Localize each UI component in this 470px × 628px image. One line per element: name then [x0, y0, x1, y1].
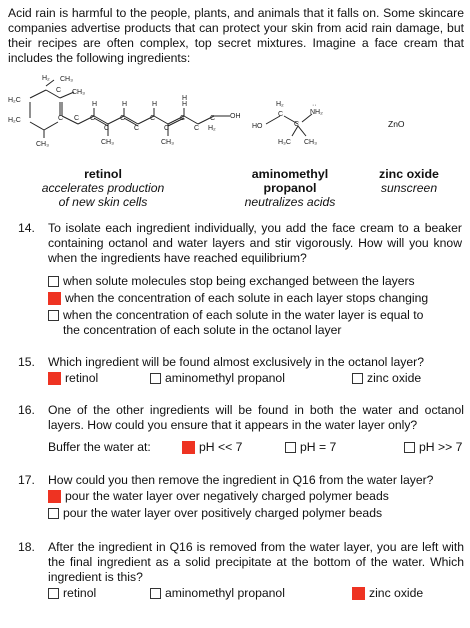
- option-q18-2[interactable]: [150, 586, 285, 601]
- option-label: zinc oxide: [367, 371, 422, 385]
- option-label-line2: the concentration of each solute in the octanol layer: [63, 323, 342, 337]
- retinol-atom-label: CH₃: [72, 89, 85, 96]
- option-label: when solute molecules stop being exchanged between the layers: [63, 274, 415, 288]
- option-label: pour the water layer over negatively charged polymer beads: [65, 489, 389, 503]
- option-label-line1: when the concentration of each solute in the water layer is equal to: [63, 308, 424, 322]
- retinol-atom-label: H: [182, 101, 188, 108]
- checkbox-q14-1[interactable]: [48, 276, 59, 287]
- molecule-name: retinol: [84, 167, 122, 181]
- question-14-text: To isolate each ingredient individually, you add the face cream to a beaker containing octanol and water layers and stir vigorously. How will you know when the ingredients have reached equilibrium?: [48, 221, 462, 265]
- retinol-atom-label: H: [92, 101, 98, 108]
- option-label: zinc oxide: [369, 586, 424, 600]
- question-14-options: [48, 274, 464, 338]
- question-number: 14.: [18, 221, 35, 235]
- option-q18-1[interactable]: [48, 586, 96, 601]
- retinol-atom-label: H: [182, 95, 188, 102]
- option-label: aminomethyl propanol: [165, 586, 285, 600]
- molecule-name: zinc oxide: [379, 167, 439, 181]
- retinol-atom-label: C: [120, 115, 126, 122]
- retinol-structure: [8, 72, 248, 162]
- retinol-atom-label: C: [180, 115, 186, 122]
- retinol-atom-label: OH: [230, 113, 241, 120]
- retinol-atom-label: C: [90, 115, 96, 122]
- option-q18-3[interactable]: [352, 586, 423, 601]
- molecule-name: propanol: [263, 181, 317, 195]
- retinol-atom-label: C: [104, 125, 110, 132]
- option-q16-1[interactable]: [182, 440, 242, 455]
- molecule-description: neutralizes acids: [244, 195, 336, 209]
- checkbox-q17-2[interactable]: [48, 508, 59, 519]
- option-label: pour the water layer over positively charged polymer beads: [63, 506, 383, 520]
- question-number: 16.: [18, 403, 35, 417]
- aminomethyl-propanol-structure: [250, 100, 340, 150]
- checkbox-q14-2-selected[interactable]: [48, 292, 61, 305]
- molecule-name: aminomethyl: [251, 167, 329, 181]
- retinol-atom-label: C: [210, 115, 216, 122]
- molecule-aminomethyl-propanol: [220, 167, 360, 209]
- question-16-prompt: Buffer the water at:: [48, 440, 151, 454]
- option-label: [63, 308, 423, 338]
- retinol-atom-label: C: [58, 115, 64, 122]
- option-label: retinol: [63, 586, 97, 600]
- option-label: pH << 7: [199, 440, 243, 454]
- zno-structure: ZnO: [388, 119, 405, 129]
- retinol-atom-label: H: [152, 101, 158, 108]
- retinol-atom-label: H₂C: [8, 117, 21, 124]
- question-number: 17.: [18, 473, 35, 487]
- question-16-text: One of the other ingredients will be found in both the water and octanol layers. How could you ensure that it appears in the water layer only?: [48, 403, 464, 432]
- option-q17-2[interactable]: [48, 506, 382, 521]
- checkbox-q15-2[interactable]: [150, 373, 161, 384]
- question-17-text: How could you then remove the ingredient in Q16 from the water layer?: [48, 473, 434, 487]
- option-q17-1[interactable]: [48, 489, 389, 504]
- amino-atom-label: HO: [252, 123, 263, 130]
- retinol-atom-label: C: [150, 115, 156, 122]
- checkbox-q15-1-selected[interactable]: [48, 372, 61, 385]
- retinol-atom-label: CH₃: [161, 139, 174, 146]
- retinol-atom-label: H₂C: [8, 97, 21, 104]
- retinol-atom-label: H₂: [42, 75, 50, 82]
- option-q14-2[interactable]: [48, 291, 464, 306]
- amino-atom-label: H₃C: [278, 139, 291, 146]
- amino-atom-label: C: [278, 111, 284, 118]
- option-label: retinol: [65, 371, 99, 385]
- question-number: 18.: [18, 540, 35, 554]
- option-q15-2[interactable]: [150, 371, 285, 386]
- amino-atom-label: NH₂: [310, 109, 323, 116]
- molecule-description: sunscreen: [380, 181, 438, 195]
- checkbox-q17-1-selected[interactable]: [48, 490, 61, 503]
- checkbox-q18-2[interactable]: [150, 588, 161, 599]
- retinol-atom-label: CH₃: [60, 76, 73, 83]
- retinol-atom-label: H₂: [208, 125, 216, 132]
- question-15-text: Which ingredient will be found almost exclusively in the octanol layer?: [48, 355, 424, 369]
- retinol-atom-label: C: [164, 125, 170, 132]
- retinol-atom-label: CH₃: [36, 141, 49, 148]
- option-q15-3[interactable]: [352, 371, 421, 386]
- checkbox-q18-3-selected[interactable]: [352, 587, 365, 600]
- retinol-atom-label: C: [194, 125, 200, 132]
- retinol-atom-label: C: [56, 87, 62, 94]
- molecule-retinol: [28, 167, 178, 209]
- checkbox-q16-3[interactable]: [404, 442, 415, 453]
- amino-atom-label: CH₃: [304, 139, 317, 146]
- retinol-atom-label: C: [74, 115, 80, 122]
- checkbox-q15-3[interactable]: [352, 373, 363, 384]
- option-q16-2[interactable]: [285, 440, 336, 455]
- option-label: pH = 7: [300, 440, 337, 454]
- checkbox-q14-3[interactable]: [48, 310, 59, 321]
- checkbox-q16-2[interactable]: [285, 442, 296, 453]
- option-label: pH >> 7: [419, 440, 463, 454]
- amino-lone-pair: ··: [312, 102, 317, 109]
- intro-paragraph: Acid rain is harmful to the people, plants, and animals that it falls on. Some skincare companies advertise products that can protect your skin from acid rain damage, but their recipes are often complex, top secret mixtures. Imagine a face cream that includes the following ingredients:: [8, 6, 464, 65]
- option-q16-3[interactable]: [404, 440, 462, 455]
- molecule-zinc-oxide: [364, 167, 454, 195]
- option-q15-1[interactable]: [48, 371, 98, 386]
- question-number: 15.: [18, 355, 35, 369]
- option-q14-1[interactable]: [48, 274, 464, 289]
- option-label: aminomethyl propanol: [165, 371, 285, 385]
- molecule-description: of new skin cells: [58, 195, 148, 209]
- option-q14-3[interactable]: [48, 308, 464, 338]
- checkbox-q16-1-selected[interactable]: [182, 441, 195, 454]
- option-label: when the concentration of each solute in each layer stops changing: [65, 291, 429, 305]
- retinol-atom-label: H: [122, 101, 128, 108]
- retinol-atom-label: CH₃: [101, 139, 114, 146]
- checkbox-q18-1[interactable]: [48, 588, 59, 599]
- amino-atom-label: H₂: [276, 101, 284, 108]
- retinol-atom-label: C: [134, 125, 140, 132]
- molecule-description: accelerates production: [41, 181, 165, 195]
- question-18-text: After the ingredient in Q16 is removed from the water layer, you are left with the final ingredient as a solid precipitate at the bottom of the water. Which ingredient is this?: [48, 540, 464, 584]
- amino-atom-label: C: [294, 121, 300, 128]
